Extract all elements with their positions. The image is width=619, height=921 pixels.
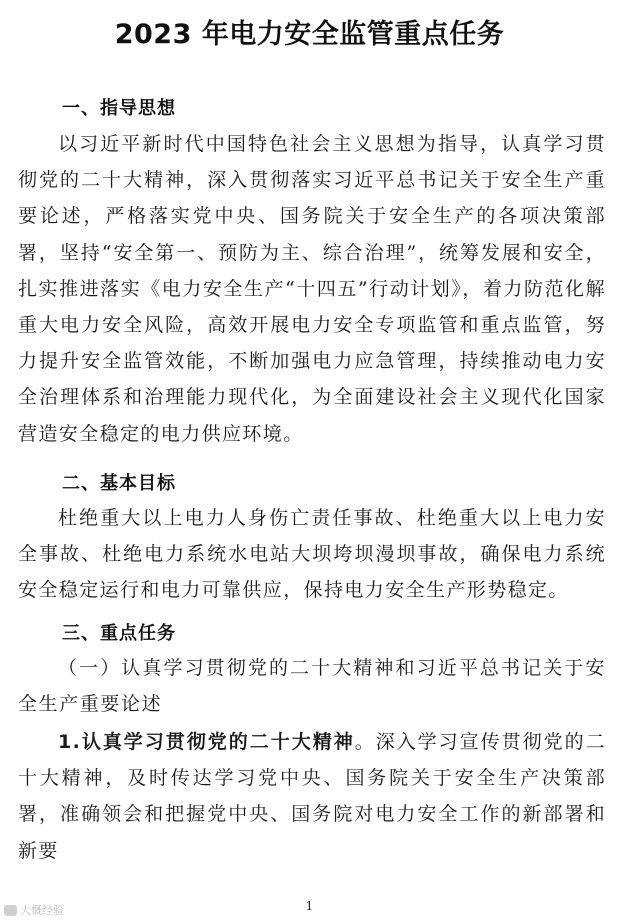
section-heading-guiding-ideology: 一、指导思想: [62, 98, 176, 119]
document-title: 2023 年电力安全监管重点任务: [114, 19, 505, 50]
item-paragraph-1: [18, 724, 606, 869]
item-body-1: 。深入学习宣传贯彻党的二十大精神，及时传达学习党中央、国务院关于安全生产决策部署，准确领会和把握党中央、国务院对电力安全工作的新部署和新要: [18, 731, 606, 862]
section-paragraph-guiding-ideology: 以习近平新时代中国特色社会主义思想为指导，认真学习贯彻党的二十大精神，深入贯彻落实习近平总书记关于安全生产重要论述，严格落实党中央、国务院关于安全生产的各项决策部署，坚持“安全第一、预防为主、综合治理”，统筹发展和安全，扎实推进落实《电力安全生产“十四五”行动计划》，着力防范化解重大电力安全风险，高效开展电力安全专项监管和重点监管，努力提升安全监管效能，不断加强电力应急管理，持续推动电力安全治理体系和治理能力现代化，为全面建设社会主义现代化国家营造安全稳定的电力供应环境。: [18, 133, 606, 445]
page-number: 1: [305, 899, 314, 913]
section-heading-key-tasks: 三、重点任务: [62, 623, 176, 644]
section-paragraph-basic-goals: 杜绝重大以上电力人身伤亡责任事故、杜绝重大以上电力安全事故、杜绝电力系统水电站大坝垮坝漫坝事故，确保电力系统安全稳定运行和电力可靠供应，保持电力安全生产形势稳定。: [18, 507, 606, 602]
section-heading-basic-goals: 二、基本目标: [62, 473, 176, 494]
watermark-text: 大慨经验: [20, 904, 64, 917]
item-lead-1: 1.认真学习贯彻党的二十大精神: [58, 731, 355, 753]
subsection-heading-study: （一）认真学习贯彻党的二十大精神和习近平总书记关于安全生产重要论述: [18, 657, 606, 716]
